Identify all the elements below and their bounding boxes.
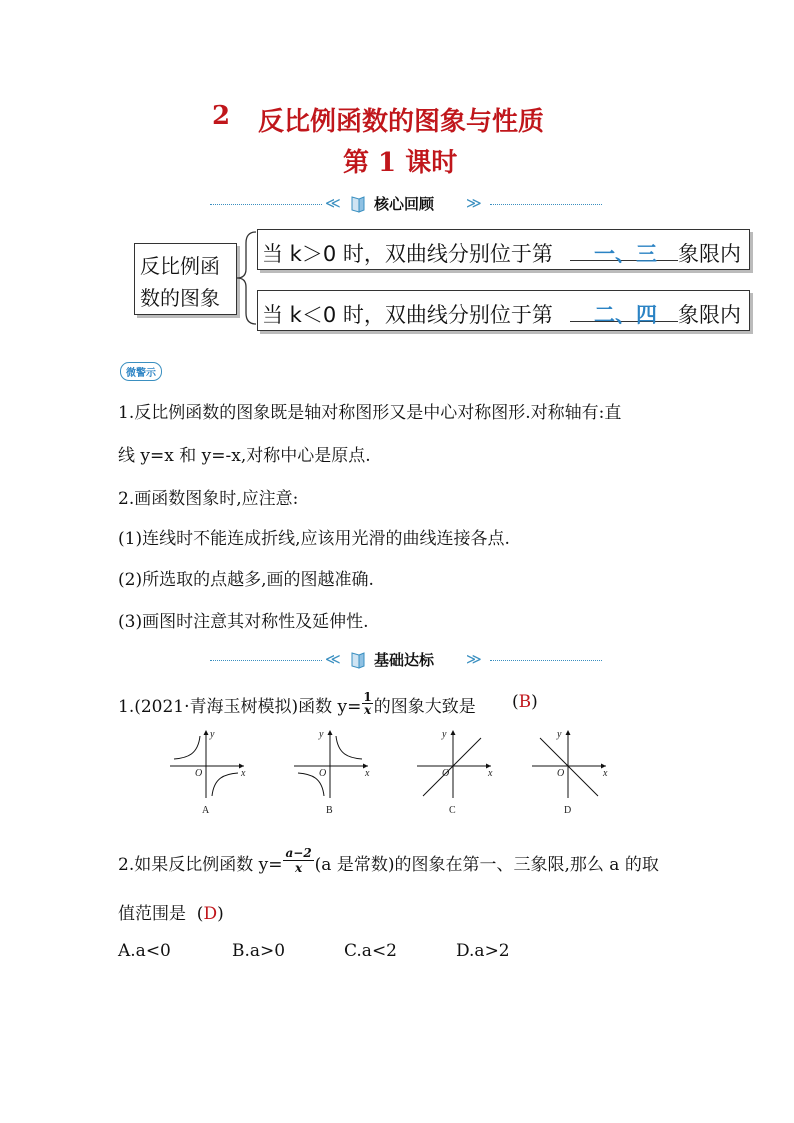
graph-c [415, 728, 495, 818]
graph-c-y-label: y [442, 729, 447, 740]
row1-suffix: 象限内 [678, 242, 741, 266]
q2-prefix: 2.如果反比例函数 y= [118, 855, 283, 875]
graph-d-origin: O [557, 768, 565, 779]
graph-d [530, 728, 610, 818]
row1-prefix: 当 k＞0 时，双曲线分别位于第 [262, 242, 553, 266]
section-label: 核心回顾 [374, 195, 435, 213]
q2-suffix: (a 是常数)的图象在第一、三象限,那么 a 的取 [314, 855, 659, 875]
double-chevron-right-icon: ≫ [466, 194, 482, 212]
lesson-title: 第 1 课时 [343, 148, 458, 178]
row2-suffix: 象限内 [678, 303, 741, 327]
q2-option-d: D.a>2 [456, 941, 510, 961]
tip-1-line-1: 1.反比例函数的图象既是轴对称图形又是中心对称图形.对称轴有:直 [118, 403, 622, 423]
graph-c-x-label: x [488, 768, 493, 779]
q2-frac-den: x [295, 861, 303, 875]
graph-d-x-label: x [603, 768, 608, 779]
section-label: 基础达标 [374, 651, 435, 669]
q1-frac-num: 1 [363, 690, 372, 704]
book-icon [350, 651, 366, 669]
row2-prefix: 当 k＜0 时，双曲线分别位于第 [262, 303, 553, 327]
graph-b-x-label: x [365, 768, 370, 779]
warning-badge: 微警示 [120, 362, 162, 381]
graph-c-caption: C [449, 805, 456, 816]
q2-frac-num: a−2 [285, 846, 312, 860]
review-row-2 [257, 290, 750, 331]
section-header-review [200, 191, 600, 219]
graph-a-y-label: y [210, 729, 215, 740]
graph-b-y-label: y [319, 729, 324, 740]
q1-frac-den: x [364, 703, 372, 717]
q1-answer: (B) [512, 692, 538, 712]
topic-box [134, 243, 237, 315]
question-2 [118, 846, 659, 875]
curly-brace [234, 229, 258, 327]
q2-answer-letter: D [203, 904, 218, 924]
topic-line-1: 反比例函 [140, 254, 220, 278]
row1-answer: 一、三 [594, 242, 657, 266]
graph-a-x-label: x [241, 768, 246, 779]
q1-prefix: 1.(2021·青海玉树模拟)函数 y= [118, 697, 362, 717]
double-chevron-right-icon: ≫ [466, 650, 482, 668]
q2-option-a: A.a<0 [118, 941, 171, 961]
tip-2: 2.画函数图象时,应注意: [118, 489, 299, 509]
graph-b [292, 728, 372, 818]
chapter-number: 2 [212, 101, 231, 131]
graph-d-y-label: y [557, 729, 562, 740]
q2-option-c: C.a<2 [344, 941, 398, 961]
graph-c-origin: O [442, 768, 450, 779]
q2-line2: 值范围是 [118, 904, 186, 924]
row2-answer: 二、四 [594, 303, 657, 327]
question-1 [118, 692, 476, 717]
chapter-title: 反比例函数的图象与性质 [258, 107, 545, 137]
graph-d-caption: D [564, 805, 572, 816]
tip-1-line-2: 线 y=x 和 y=-x,对称中心是原点. [118, 446, 371, 466]
tip-3: (1)连线时不能连成折线,应该用光滑的曲线连接各点. [118, 529, 510, 549]
tip-5: (3)画图时注意其对称性及延伸性. [118, 612, 369, 632]
q2-option-b: B.a>0 [232, 941, 286, 961]
q2-fraction [283, 846, 313, 875]
graph-b-origin: O [319, 768, 327, 779]
section-header-practice [200, 647, 600, 675]
book-icon [350, 195, 366, 213]
q1-suffix: 的图象大致是 [373, 697, 476, 717]
graph-a-origin: O [195, 768, 203, 779]
topic-line-2: 数的图象 [140, 286, 220, 310]
graph-a [168, 728, 248, 818]
q1-answer-letter: B [518, 692, 532, 712]
tip-4: (2)所选取的点越多,画的图越准确. [118, 570, 374, 590]
graph-a-caption: A [202, 805, 210, 816]
double-chevron-left-icon: ≪ [325, 650, 341, 668]
review-row-1 [257, 229, 750, 270]
graph-b-caption: B [326, 805, 333, 816]
double-chevron-left-icon: ≪ [325, 194, 341, 212]
q1-fraction [362, 691, 372, 716]
question-2-line-2: 值范围是 (D) [118, 904, 224, 924]
